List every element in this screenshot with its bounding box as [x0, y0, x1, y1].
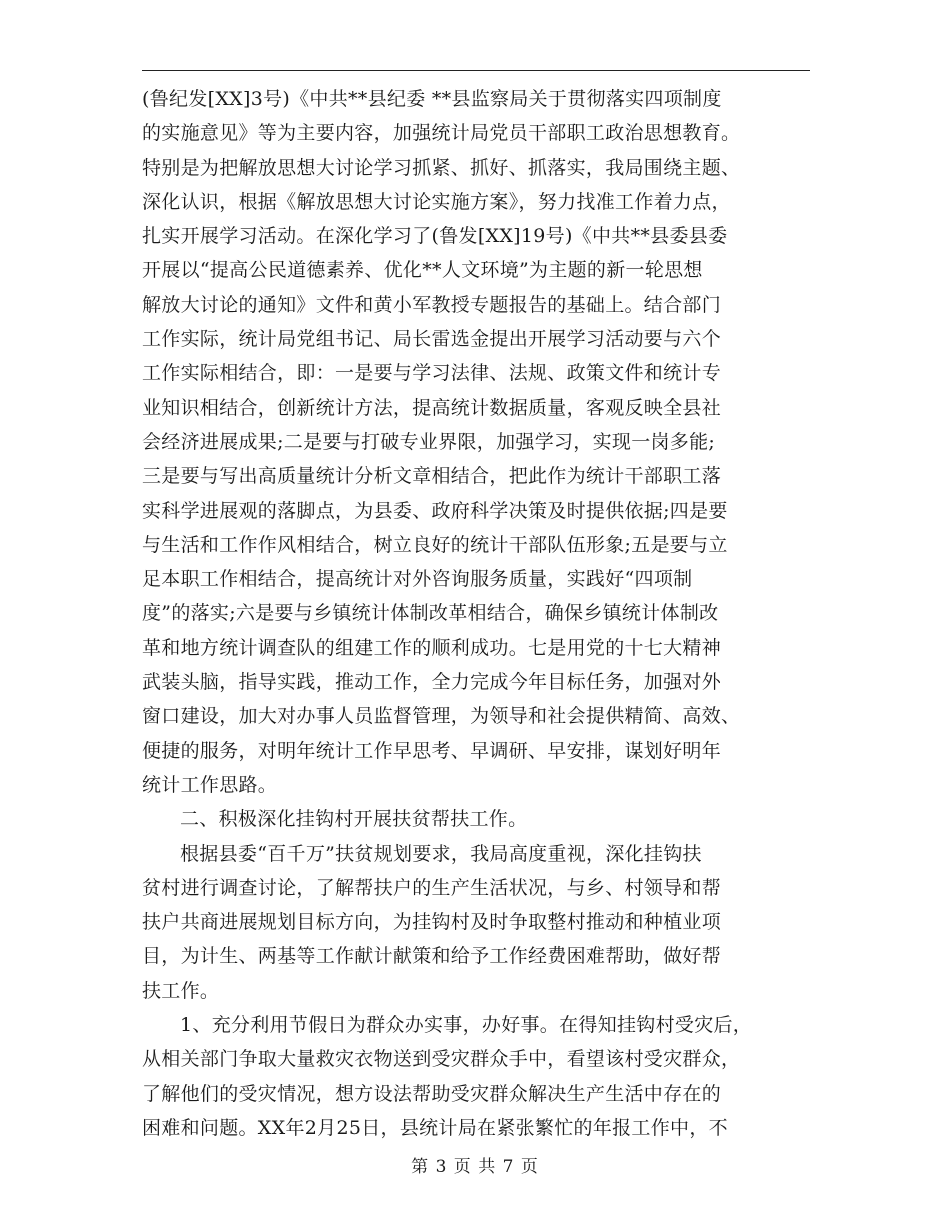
text-line: 革和地方统计调查队的组建工作的顺利成功。七是用党的十七大精神 — [142, 636, 722, 659]
page-footer: 第 3 页 共 7 页 — [411, 1157, 539, 1177]
text-line: 开展以“提高公民道德素养、优化**人文环境”为主题的新一轮思想 — [142, 259, 703, 282]
text-line: 武装头脑，指导实践，推动工作，全力完成今年目标任务，加强对外 — [142, 671, 722, 694]
text-line: 足本职工作相结合，提高统计对外咨询服务质量，实践好“四项制 — [142, 568, 693, 591]
text-line: 的实施意见》等为主要内容，加强统计局党员干部职工政治思想教育。 — [142, 122, 741, 145]
text-line: 扶工作。 — [142, 979, 220, 1002]
text-line: 三是要与写出高质量统计分析文章相结合，把此作为统计干部职工落 — [142, 465, 722, 488]
text-line: 窗口建设，加大对办事人员监督管理，为领导和社会提供精简、高效、 — [142, 705, 741, 728]
text-line: 实科学进展观的落脚点，为县委、政府科学决策及时提供依据;四是要 — [142, 499, 728, 522]
text-line: 便捷的服务，对明年统计工作早思考、早调研、早安排，谋划好明年 — [142, 739, 722, 762]
text-line: 二、积极深化挂钩村开展扶贫帮扶工作。 — [180, 808, 528, 831]
text-line: (鲁纪发[XX]3号)《中共**县纪委 **县监察局关于贯彻落实四项制度 — [142, 88, 722, 110]
text-line: 目，为计生、两基等工作献计献策和给予工作经费困难帮助，做好帮 — [142, 945, 722, 968]
text-line: 解放大讨论的通知》文件和黄小军教授专题报告的基础上。结合部门 — [142, 293, 722, 316]
text-line: 工作实际相结合，即：一是要与学习法律、法规、政策文件和统计专 — [142, 362, 722, 385]
text-line: 困难和问题。XX年2月25日，县统计局在紧张繁忙的年报工作中，不 — [142, 1116, 728, 1139]
text-line: 扶户共商进展规划目标方向，为挂钩村及时争取整村推动和种植业项 — [142, 911, 722, 934]
text-line: 统计工作思路。 — [142, 773, 278, 796]
text-line: 贫村进行调查讨论，了解帮扶户的生产生活状况，与乡、村领导和帮 — [142, 876, 722, 899]
text-line: 扎实开展学习活动。在深化学习了(鲁发[XX]19号)《中共**县委县委 — [142, 225, 728, 248]
text-line: 与生活和工作作风相结合，树立良好的统计干部队伍形象;五是要与立 — [142, 533, 728, 556]
text-line: 了解他们的受灾情况，想方设法帮助受灾群众解决生产生活中存在的 — [142, 1082, 722, 1105]
text-line: 业知识相结合，创新统计方法，提高统计数据质量，客观反映全县社 — [142, 396, 722, 419]
header-rule — [142, 70, 810, 71]
text-line: 从相关部门争取大量救灾衣物送到受灾群众手中，看望该村受灾群众， — [142, 1048, 741, 1071]
text-line: 1、充分利用节假日为群众办实事，办好事。在得知挂钩村受灾后， — [180, 1014, 753, 1037]
document-body — [142, 82, 814, 1145]
text-line: 根据县委“百千万”扶贫规划要求，我局高度重视，深化挂钩扶 — [180, 842, 702, 865]
text-line: 特别是为把解放思想大讨论学习抓紧、抓好、抓落实，我局围绕主题、 — [142, 156, 741, 179]
text-line: 度”的落实;六是要与乡镇统计体制改革相结合，确保乡镇统计体制改 — [142, 602, 719, 625]
text-line: 工作实际，统计局党组书记、局长雷选金提出开展学习活动要与六个 — [142, 328, 722, 351]
text-line: 深化认识，根据《解放思想大讨论实施方案》，努力找准工作着力点， — [142, 190, 731, 213]
text-line: 会经济进展成果;二是要与打破专业界限，加强学习，实现一岗多能; — [142, 430, 716, 453]
